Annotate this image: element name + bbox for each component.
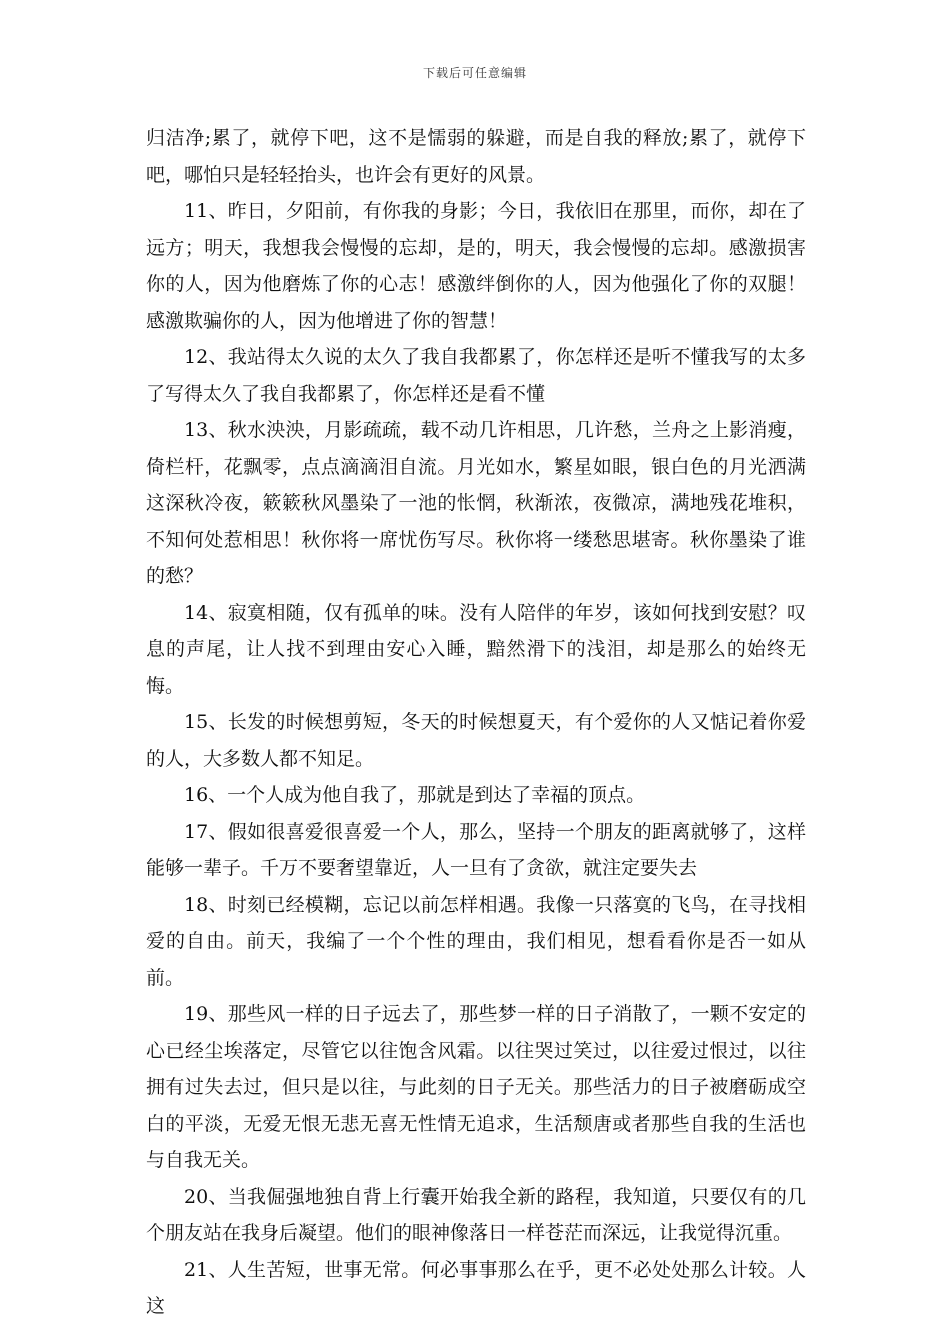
paragraph-18: 18、时刻已经模糊，忘记以前怎样相遇。我像一只落寞的飞鸟，在寻找相爱的自由。前天，我编了一个个性的理由，我们相见，想看看你是否一如从前。 [146, 893, 806, 989]
page-header: 下载后可任意编辑 [422, 66, 527, 80]
paragraph-12: 12、我站得太久说的太久了我自我都累了，你怎样还是听不懂我写的太多了写得太久了我自我都累了，你怎样还是看不懂 [146, 346, 806, 405]
paragraph-14: 14、寂寞相随，仅有孤单的味。没有人陪伴的年岁，该如何找到安慰？叹息的声尾，让人找不到理由安心入睡，黯然滑下的浅泪，却是那么的始终无悔。 [146, 601, 806, 697]
paragraph-11: 11、昨日，夕阳前，有你我的身影；今日，我依旧在那里，而你，却在了远方；明天，我想我会慢慢的忘却，是的，明天，我会慢慢的忘却。感激损害你的人，因为他磨炼了你的心志！感激绊倒你的人，因为他强化了你的双腿！感激欺骗你的人，因为他增进了你的智慧！ [146, 200, 806, 332]
paragraph-21: 21、人生苦短，世事无常。何必事事那么在乎，更不必处处那么计较。人这 [146, 1258, 806, 1317]
paragraph-continuation: 归洁净;累了，就停下吧，这不是懦弱的躲避，而是自我的释放;累了，就停下吧，哪怕只是轻轻抬头，也许会有更好的风景。 [146, 127, 806, 186]
paragraph-16: 16、一个人成为他自我了，那就是到达了幸福的顶点。 [184, 784, 646, 806]
paragraph-19: 19、那些风一样的日子远去了，那些梦一样的日子消散了，一颗不安定的心已经尘埃落定，尽管它以往饱含风霜。以往哭过笑过，以往爱过恨过，以往拥有过失去过，但只是以往，与此刻的日子无关。那些活力的日子被磨砺成空白的平淡，无爱无恨无悲无喜无性情无追求，生活颓唐或者那些自我的生活也与自我无关。 [146, 1003, 806, 1171]
document-body [146, 120, 806, 1325]
paragraph-15: 15、长发的时候想剪短，冬天的时候想夏天，有个爱你的人又惦记着你爱的人，大多数人都不知足。 [146, 711, 806, 770]
paragraph-17: 17、假如很喜爱很喜爱一个人，那么，坚持一个朋友的距离就够了，这样能够一辈子。千万不要奢望靠近，人一旦有了贪欲，就注定要失去 [146, 820, 806, 879]
paragraph-13: 13、秋水泱泱，月影疏疏，载不动几许相思，几许愁，兰舟之上影消瘦，倚栏杆，花飘零，点点滴滴泪自流。月光如水，繁星如眼，银白色的月光洒满这深秋冷夜，簌簌秋风墨染了一池的怅惘，秋渐浓，夜微凉，满地残花堆积，不知何处惹相思！秋你将一席忧伤写尽。秋你将一缕愁思堪寄。秋你墨染了谁的愁？ [146, 419, 806, 587]
paragraph-20: 20、当我倔强地独自背上行囊开始我全新的路程，我知道，只要仅有的几个朋友站在我身后凝望。他们的眼神像落日一样苍茫而深远，让我觉得沉重。 [146, 1185, 806, 1244]
